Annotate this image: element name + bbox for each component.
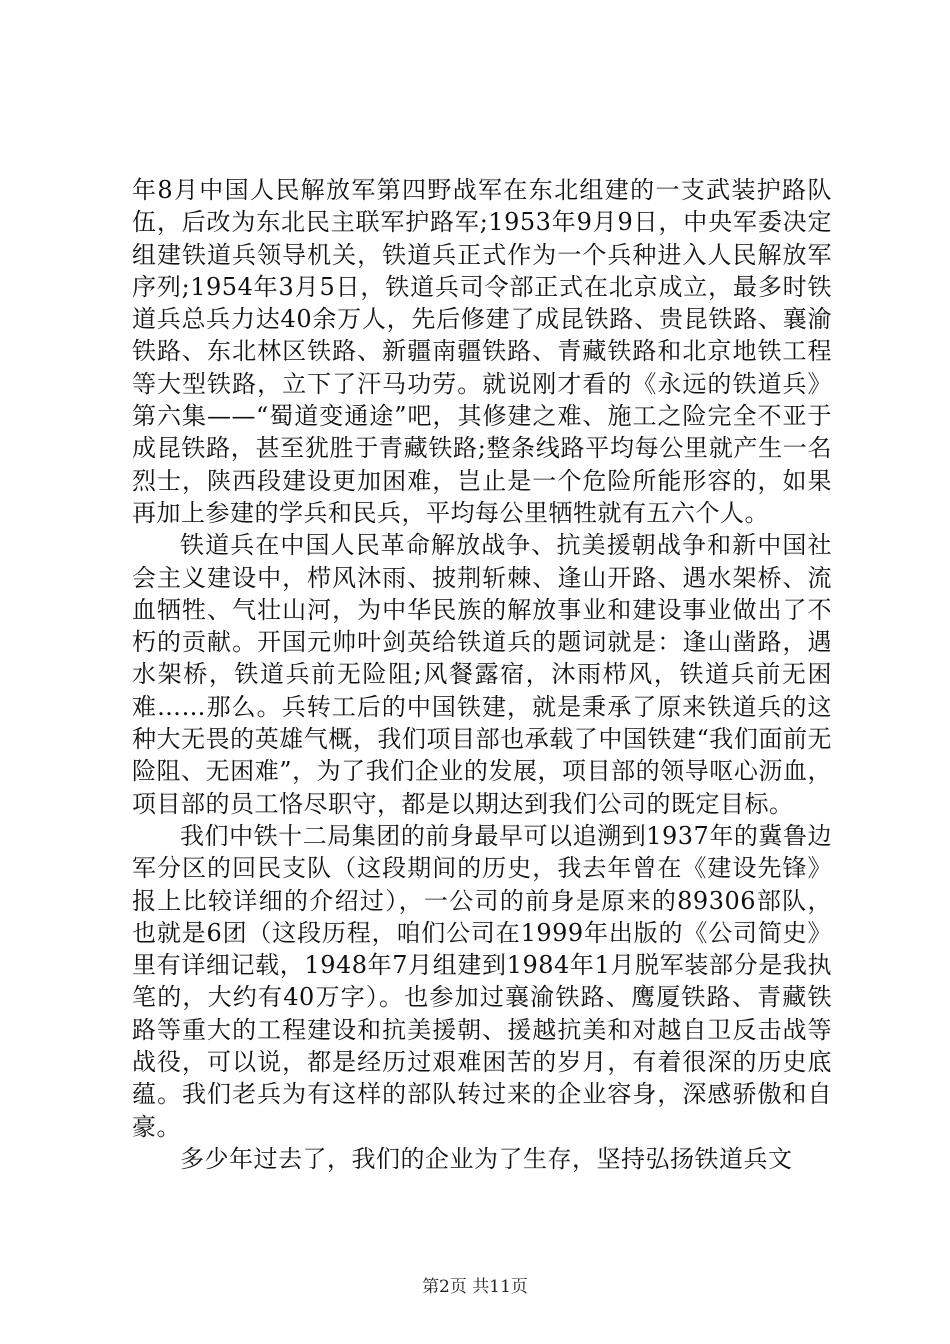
paragraph-1: 年8月中国人民解放军第四野战军在东北组建的一支武装护路队伍，后改为东北民主联军护路军;1953年9月9日，中央军委决定组建铁道兵领导机关，铁道兵正式作为一个兵种进入人民解放军序列;1954年3月5日，铁道兵司令部正式在北京成立，最多时铁道兵总兵力达40余万人，先后修建了成昆铁路、贵昆铁路、襄渝铁路、东北林区铁路、新疆南疆铁路、青藏铁路和北京地铁工程等大型铁路，立下了汗马功劳。就说刚才看的《永远的铁道兵》第六集——“蜀道变通途”吧，其修建之难、施工之险完全不亚于成昆铁路，甚至犹胜于青藏铁路;整条线路平均每公里就产生一名烈士，陕西段建设更加困难，岂止是一个危险所能形容的，如果再加上参建的学兵和民兵，平均每公里牺牲就有五六个人。	[132, 176, 832, 527]
page-footer: 第2页 共11页	[422, 1277, 528, 1297]
paragraph-4: 多少年过去了，我们的企业为了生存，坚持弘扬铁道兵文	[180, 1144, 793, 1173]
paragraph-3: 我们中铁十二局集团的前身最早可以追溯到1937年的冀鲁边军分区的回民支队（这段期间的历史，我去年曾在《建设先锋》报上比较详细的介绍过），一公司的前身是原来的89306部队，也就是6团（这段历程，咱们公司在1999年出版的《公司简史》里有详细记载，1948年7月组建到1984年1月脱军装部分是我执笔的，大约有40万字）。也参加过襄渝铁路、鹰厦铁路、青藏铁路等重大的工程建设和抗美援朝、援越抗美和对越自卫反击战等战役，可以说，都是经历过艰难困苦的岁月，有着很深的历史底蕴。我们老兵为有这样的部队转过来的企业容身，深感骄傲和自豪。	[132, 821, 832, 1141]
document-body	[132, 174, 832, 1175]
paragraph-2: 铁道兵在中国人民革命解放战争、抗美援朝战争和新中国社会主义建设中，栉风沐雨、披荆斩棘、逢山开路、遇水架桥、流血牺牲、气壮山河，为中华民族的解放事业和建设事业做出了不朽的贡献。开国元帅叶剑英给铁道兵的题词就是：逢山凿路，遇水架桥，铁道兵前无险阻;风餐露宿，沐雨栉风，铁道兵前无困难……那么。兵转工后的中国铁建，就是秉承了原来铁道兵的这种大无畏的英雄气概，我们项目部也承载了中国铁建“我们面前无险阻、无困难”，为了我们企业的发展，项目部的领导呕心沥血，项目部的员工恪尽职守，都是以期达到我们公司的既定目标。	[132, 531, 832, 818]
